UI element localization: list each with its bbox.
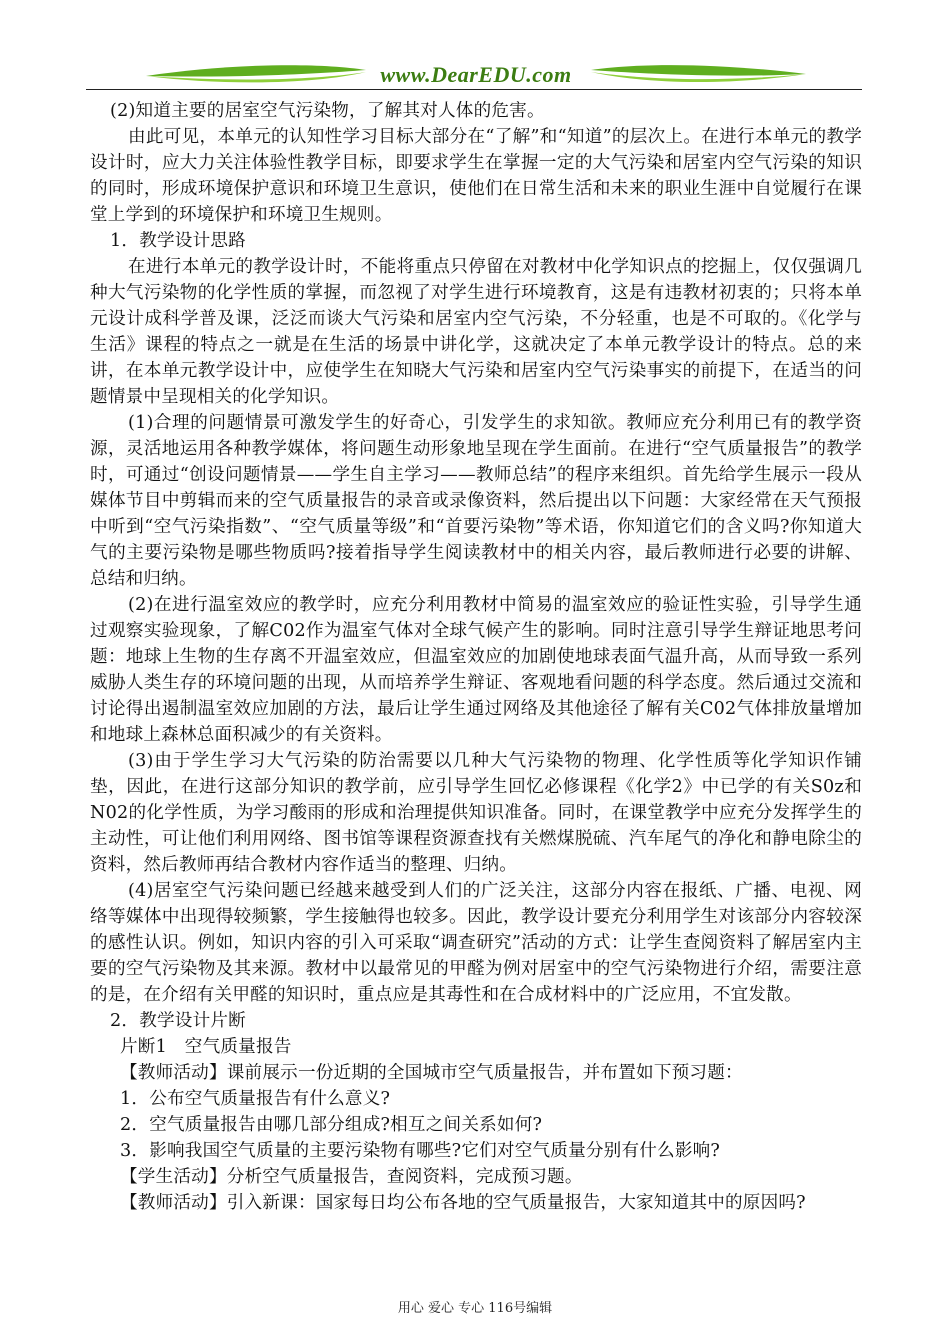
section-heading-1: 1．教学设计思路 (110, 231, 246, 251)
page-footer: 用心 爱心 专心 116号编辑 (397, 1301, 553, 1316)
paragraph-design-idea: 在进行本单元的教学设计时，不能将重点只停留在对教材中化学知识点的挖掘上，仅仅强调几种大气污染物的化学性质的掌握，而忽视了对学生进行环境教育，这是有违教材初衷的；只将本单元设计成科学普及课，泛泛而谈大气污染和居室内空气污染，不分轻重，也是不可取的。《化学与生活》课程的特点之一就是在生活的场景中讲化学，这就决定了本单元教学设计的特点。总的来讲，在本单元教学设计中，应使学生在知晓大气污染和居室内空气污染事实的前提下，在适当的问题情景中呈现相关的化学知识。 (90, 257, 862, 407)
fragment-title: 片断1 空气质量报告 (120, 1037, 292, 1057)
header-divider (86, 89, 862, 90)
site-logo[interactable]: www.DearEDU.com (380, 62, 572, 87)
paragraph-point-4: (4)居室空气污染问题已经越来越受到人们的广泛关注，这部分内容在报纸、广播、电视、网络等媒体中出现得较频繁，学生接触得也较多。因此，教学设计要充分利用学生对该部分内容较深的感性认识。例如，知识内容的引入可采取“调查研究”活动的方式：让学生查阅资料了解居室内主要的空气污染物及其来源。教材中以最常见的甲醛为例对居室中的空气污染物进行介绍，需要注意的是，在介绍有关甲醛的知识时，重点应是其毒性和在合成材料中的广泛应用，不宜发散。 (90, 881, 862, 1005)
question-2: 2．空气质量报告由哪几部分组成?相互之间关系如何? (120, 1115, 543, 1135)
paragraph-goal-2: (2)知道主要的居室空气污染物，了解其对人体的危害。 (110, 101, 545, 121)
paragraph-point-1: (1)合理的问题情景可激发学生的好奇心，引发学生的求知欲。教师应充分利用已有的教学资源，灵活地运用各种教学媒体，将问题生动形象地呈现在学生面前。在进行“空气质量报告”的教学时，可通过“创设问题情景——学生自主学习——教师总结”的程序来组织。首先给学生展示一段从媒体节目中剪辑而来的空气质量报告的录音或录像资料，然后提出以下问题：大家经常在天气预报中听到“空气污染指数”、“空气质量等级”和“首要污染物”等术语，你知道它们的含义吗?你知道大气的主要污染物是哪些物质吗?接着指导学生阅读教材中的相关内容，最后教师进行必要的讲解、总结和归纳。 (90, 413, 862, 589)
question-1: 1．公布空气质量报告有什么意义? (120, 1089, 391, 1109)
teacher-activity-1: 【教师活动】课前展示一份近期的全国城市空气质量报告，并布置如下预习题： (120, 1063, 743, 1083)
paragraph-point-3: (3)由于学生学习大气污染的防治需要以几种大气污染物的物理、化学性质等化学知识作铺垫，因此，在进行这部分知识的教学前，应引导学生回忆必修课程《化学2》中已学的有关S0z和N02的化学性质，为学习酸雨的形成和治理提供知识准备。同时，在课堂教学中应充分发挥学生的主动性，可让他们利用网络、图书馆等课程资源查找有关燃煤脱硫、汽车尾气的净化和静电除尘的资料，然后教师再结合教材内容作适当的整理、归纳。 (90, 751, 862, 875)
question-3: 3．影响我国空气质量的主要污染物有哪些?它们对空气质量分别有什么影响? (120, 1141, 721, 1161)
paragraph-summary: 由此可见，本单元的认知性学习目标大部分在“了解”和“知道”的层次上。在进行本单元的教学设计时，应大力关注体验性教学目标，即要求学生在掌握一定的大气污染和居室内空气污染的知识的同时，形成环境保护意识和环境卫生意识，使他们在日常生活和未来的职业生涯中自觉履行在课堂上学到的环境保护和环境卫生规则。 (90, 127, 862, 225)
document-body (90, 98, 862, 1216)
paragraph-point-2: (2)在进行温室效应的教学时，应充分利用教材中简易的温室效应的验证性实验，引导学生通过观察实验现象，了解C02作为温室气体对全球气候产生的影响。同时注意引导学生辩证地思考问题：地球上生物的生存离不开温室效应，但温室效应的加剧使地球表面气温升高，从而导致一系列威胁人类生存的环境问题的出现，从而培养学生辩证、客观地看问题的科学态度。然后通过交流和讨论得出遏制温室效应加剧的方法，最后让学生通过网络及其他途径了解有关C02气体排放量增加和地球上森林总面积减少的有关资料。 (90, 595, 862, 745)
site-header-banner (86, 58, 866, 90)
section-heading-2: 2．教学设计片断 (110, 1011, 246, 1031)
teacher-activity-2: 【教师活动】引入新课：国家每日均公布各地的空气质量报告，大家知道其中的原因吗? (120, 1193, 806, 1213)
student-activity: 【学生活动】分析空气质量报告，查阅资料，完成预习题。 (120, 1167, 583, 1187)
